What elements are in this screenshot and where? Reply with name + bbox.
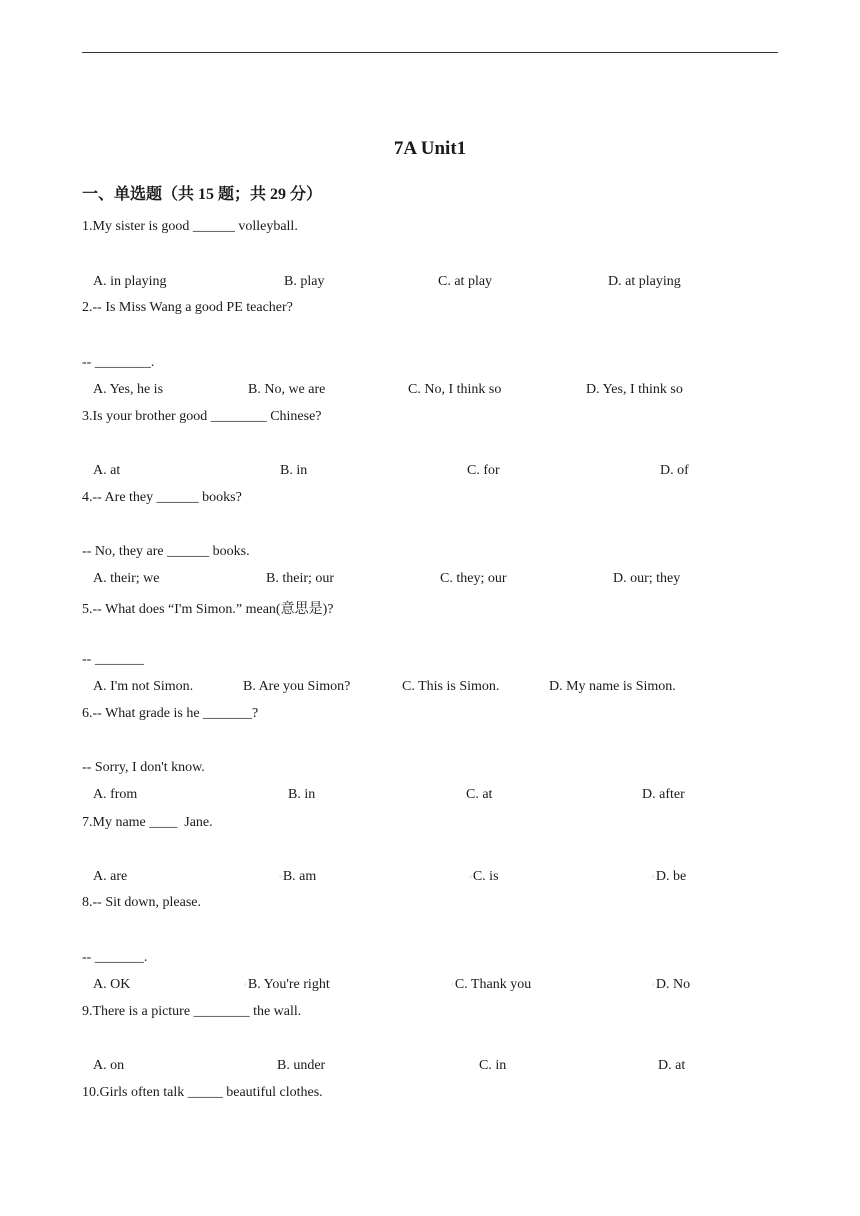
question-4: 4.-- Are they ______ books? [82, 490, 242, 505]
q7-option-b[interactable] [279, 869, 316, 885]
bullet-dot-icon: ◦ [244, 980, 247, 990]
q7-option-b-label: B. am [282, 869, 317, 884]
q9-option-c[interactable]: C. in [479, 1058, 507, 1073]
q2-option-b[interactable]: B. No, we are [248, 382, 326, 397]
page-title: 7A Unit1 [393, 138, 467, 159]
q3-option-d[interactable]: D. of [660, 463, 689, 478]
q2-option-c[interactable]: C. No, I think so [408, 382, 502, 397]
q4-option-c[interactable]: C. they; our [440, 571, 507, 586]
bullet-dot-icon: ◦ [451, 980, 454, 990]
q5-option-c[interactable]: C. This is Simon. [402, 679, 500, 694]
question-10: 10.Girls often talk _____ beautiful clothes. [82, 1085, 323, 1100]
q7-option-d-label: D. be [655, 869, 687, 884]
q3-option-a[interactable]: A. at [93, 463, 121, 478]
question-2: 2.-- Is Miss Wang a good PE teacher? [82, 300, 293, 315]
q1-option-c[interactable]: C. at play [438, 274, 493, 289]
question-5: 5.-- What does “I'm Simon.” mean(意思是)? [82, 602, 334, 617]
q8-option-b[interactable] [244, 977, 330, 993]
bullet-dot-icon: ◦ [652, 872, 655, 882]
q4-option-b[interactable]: B. their; our [266, 571, 335, 586]
q1-option-b[interactable]: B. play [284, 274, 325, 289]
question-9: 9.There is a picture ________ the wall. [82, 1004, 302, 1019]
bullet-dot-icon: ◦ [279, 872, 282, 882]
q8-option-b-label: B. You're right [247, 977, 330, 992]
q7-option-c-label: C. is [472, 869, 499, 884]
q6-option-a[interactable]: A. from [93, 787, 138, 802]
question-5-answer-line: -- _______ [82, 652, 144, 667]
question-8: 8.-- Sit down, please. [82, 895, 201, 910]
q7-option-c[interactable] [469, 869, 499, 885]
q9-option-d[interactable]: D. at [658, 1058, 686, 1073]
question-8-answer-line: -- _______. [82, 950, 148, 965]
q3-option-c[interactable]: C. for [467, 463, 500, 478]
bullet-dot-icon: ◦ [469, 872, 472, 882]
q6-option-b[interactable]: B. in [288, 787, 316, 802]
section-heading: 一、单选题（共 15 题；共 29 分） [82, 186, 323, 203]
question-3: 3.Is your brother good ________ Chinese? [82, 409, 322, 424]
q8-option-c-label: C. Thank you [454, 977, 532, 992]
q8-option-d-label: D. No [655, 977, 691, 992]
q1-option-a[interactable]: A. in playing [93, 274, 167, 289]
q6-option-c[interactable]: C. at [466, 787, 493, 802]
bullet-dot-icon: ◦ [652, 980, 655, 990]
q8-option-c[interactable] [451, 977, 531, 993]
question-2-answer-line: -- ________. [82, 355, 155, 370]
question-7: 7.My name ____ Jane. [82, 815, 213, 830]
question-6: 6.-- What grade is he _______? [82, 706, 259, 721]
q5-option-a[interactable]: A. I'm not Simon. [93, 679, 194, 694]
q9-option-b[interactable]: B. under [277, 1058, 326, 1073]
question-1: 1.My sister is good ______ volleyball. [82, 219, 298, 234]
q2-option-d[interactable]: D. Yes, I think so [586, 382, 683, 397]
q9-option-a[interactable]: A. on [93, 1058, 125, 1073]
q2-option-a[interactable]: A. Yes, he is [93, 382, 164, 397]
q4-option-a[interactable]: A. their; we [93, 571, 160, 586]
q5-option-b[interactable]: B. Are you Simon? [243, 679, 351, 694]
question-6-answer-line: -- Sorry, I don't know. [82, 760, 205, 775]
q6-option-d[interactable]: D. after [642, 787, 685, 802]
q8-option-a[interactable]: A. OK [93, 977, 131, 992]
q5-option-d[interactable]: D. My name is Simon. [549, 679, 676, 694]
q7-option-a[interactable]: A. are [93, 869, 128, 884]
q8-option-d[interactable] [652, 977, 690, 993]
q4-option-d[interactable]: D. our; they [613, 571, 681, 586]
q7-option-d[interactable] [652, 869, 686, 885]
q1-option-d[interactable]: D. at playing [608, 274, 681, 289]
q3-option-b[interactable]: B. in [280, 463, 308, 478]
header-rule [82, 52, 778, 53]
question-4-answer-line: -- No, they are ______ books. [82, 544, 250, 559]
